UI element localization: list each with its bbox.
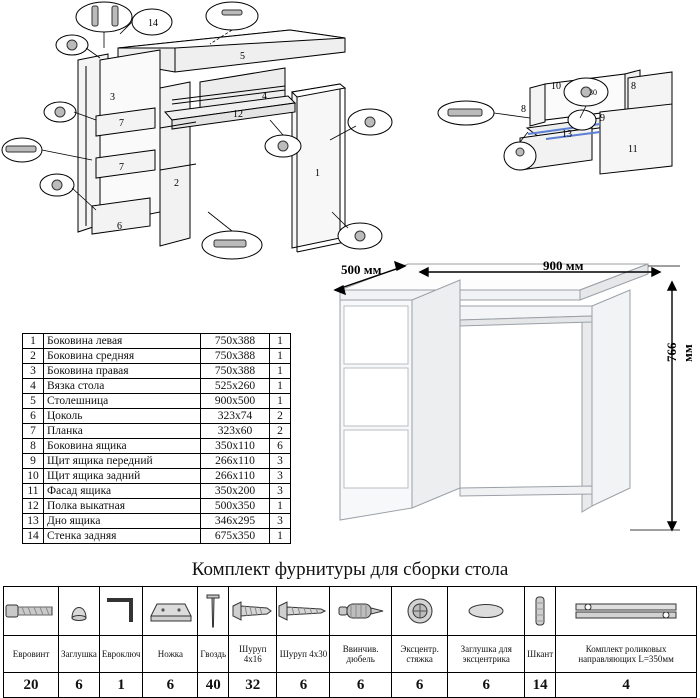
part-name-cell: Дно ящика	[44, 514, 201, 529]
table-row	[23, 364, 291, 379]
table-row	[23, 469, 291, 484]
part-qty-cell: 1	[270, 349, 291, 364]
cam-cover-icon	[448, 587, 525, 636]
svg-text:14: 14	[148, 18, 158, 29]
part-size-cell: 750x388	[201, 364, 270, 379]
screw-in-dowel-icon	[330, 587, 391, 636]
hardware-name-cell: Шкант	[525, 636, 556, 673]
table-row	[23, 334, 291, 349]
part-name-cell: Столешница	[44, 394, 201, 409]
part-qty-cell: 1	[270, 529, 291, 544]
hardware-count-cell: 6	[448, 673, 525, 698]
part-qty-cell: 2	[270, 424, 291, 439]
part-size-cell: 525x260	[201, 379, 270, 394]
table-row	[23, 409, 291, 424]
dimension-arrows	[300, 250, 700, 560]
part-size-cell: 900x500	[201, 394, 270, 409]
part-qty-cell: 1	[270, 379, 291, 394]
svg-text:10: 10	[551, 81, 561, 92]
part-name-cell: Фасад ящика	[44, 484, 201, 499]
part-no-cell: 8	[23, 439, 44, 454]
part-name-cell: Цоколь	[44, 409, 201, 424]
svg-text:5: 5	[240, 51, 245, 62]
part-no-cell: 11	[23, 484, 44, 499]
svg-text:7: 7	[119, 162, 124, 173]
table-row	[23, 514, 291, 529]
svg-text:1: 1	[315, 168, 320, 179]
hardware-name-cell: Шуруп 4x16	[229, 636, 277, 673]
part-name-cell: Вязка стола	[44, 379, 201, 394]
svg-text:8: 8	[631, 81, 636, 92]
hardware-count-cell: 20	[4, 673, 59, 698]
part-no-cell: 3	[23, 364, 44, 379]
part-qty-cell: 1	[270, 499, 291, 514]
part-size-cell: 346x295	[201, 514, 270, 529]
drawer-slides-icon	[556, 587, 697, 636]
table-row	[23, 529, 291, 544]
table-row	[23, 439, 291, 454]
screw-4x16-icon	[229, 587, 277, 636]
svg-text:6: 6	[117, 221, 122, 232]
part-qty-cell: 1	[270, 334, 291, 349]
svg-text:4: 4	[262, 91, 267, 102]
part-name-cell: Щит ящика передний	[44, 454, 201, 469]
part-no-cell: 10	[23, 469, 44, 484]
hardware-name-cell: Ввинчив. дюбель	[330, 636, 391, 673]
hardware-count-cell: 6	[391, 673, 448, 698]
part-qty-cell: 3	[270, 484, 291, 499]
hardware-count-cell: 6	[143, 673, 198, 698]
svg-text:9: 9	[600, 113, 605, 124]
part-qty-cell: 3	[270, 514, 291, 529]
width-dimension-label: 900 мм	[543, 258, 584, 273]
part-name-cell: Щит ящика задний	[44, 469, 201, 484]
svg-text:30: 30	[589, 88, 597, 97]
euro-screw-icon	[4, 587, 59, 636]
hardware-name-cell: Заглушка для эксцентрика	[448, 636, 525, 673]
part-no-cell: 2	[23, 349, 44, 364]
part-size-cell: 323x60	[201, 424, 270, 439]
part-no-cell: 12	[23, 499, 44, 514]
hardware-count-cell: 6	[277, 673, 330, 698]
svg-text:2: 2	[174, 178, 179, 189]
depth-dimension-label: 500 мм	[341, 262, 382, 277]
part-size-cell: 350x200	[201, 484, 270, 499]
part-no-cell: 4	[23, 379, 44, 394]
part-size-cell: 323x74	[201, 409, 270, 424]
nail-icon	[198, 587, 229, 636]
part-name-cell: Стенка задняя	[44, 529, 201, 544]
dowel-icon	[525, 587, 556, 636]
part-size-cell: 750x388	[201, 334, 270, 349]
cap-plug-icon	[59, 587, 100, 636]
part-name-cell: Боковина левая	[44, 334, 201, 349]
part-name-cell: Полка выкатная	[44, 499, 201, 514]
part-size-cell: 750x388	[201, 349, 270, 364]
hardware-count-cell: 1	[99, 673, 143, 698]
svg-text:11: 11	[628, 144, 638, 155]
svg-text:7: 7	[119, 118, 124, 129]
hardware-count-cell: 32	[229, 673, 277, 698]
part-qty-cell: 1	[270, 364, 291, 379]
hardware-name-cell: Эксцентр. стяжка	[391, 636, 448, 673]
hardware-name-cell: Ножка	[143, 636, 198, 673]
part-size-cell: 675x350	[201, 529, 270, 544]
part-name-cell: Боковина ящика	[44, 439, 201, 454]
hardware-name-cell: Гвоздь	[198, 636, 229, 673]
part-qty-cell: 1	[270, 394, 291, 409]
hardware-count-cell: 40	[198, 673, 229, 698]
part-no-cell: 6	[23, 409, 44, 424]
table-row	[23, 379, 291, 394]
cam-lock-icon	[391, 587, 448, 636]
furniture-foot-icon	[143, 587, 198, 636]
allen-key-icon	[99, 587, 143, 636]
parts-list-table	[22, 333, 291, 544]
part-name-cell: Планка	[44, 424, 201, 439]
part-size-cell: 266x110	[201, 469, 270, 484]
part-no-cell: 14	[23, 529, 44, 544]
part-size-cell: 266x110	[201, 454, 270, 469]
part-no-cell: 13	[23, 514, 44, 529]
part-size-cell: 350x110	[201, 439, 270, 454]
hardware-name-cell: Евровинт	[4, 636, 59, 673]
table-row	[23, 499, 291, 514]
hardware-count-cell: 6	[330, 673, 391, 698]
hardware-name-cell: Евроключ	[99, 636, 143, 673]
table-row	[23, 484, 291, 499]
hardware-count-cell: 6	[59, 673, 100, 698]
table-row	[23, 424, 291, 439]
part-no-cell: 9	[23, 454, 44, 469]
exploded-assembly-diagram	[0, 0, 700, 270]
part-name-cell: Боковина средняя	[44, 349, 201, 364]
table-row	[23, 454, 291, 469]
part-qty-cell: 6	[270, 439, 291, 454]
part-qty-cell: 2	[270, 409, 291, 424]
part-name-cell: Боковина правая	[44, 364, 201, 379]
svg-text:8: 8	[521, 104, 526, 115]
height-dimension-label: 766 мм	[664, 342, 695, 362]
part-size-cell: 500x350	[201, 499, 270, 514]
hardware-count-cell: 4	[556, 673, 697, 698]
table-row	[23, 349, 291, 364]
screw-4x30-icon	[277, 587, 330, 636]
hardware-name-cell: Комплект роликовых направляющих L=350мм	[556, 636, 697, 673]
svg-text:13: 13	[562, 129, 572, 140]
table-row	[23, 394, 291, 409]
hardware-kit-title: Комплект фурнитуры для сборки стола	[191, 559, 509, 580]
svg-text:12: 12	[233, 109, 243, 120]
part-no-cell: 1	[23, 334, 44, 349]
hardware-name-cell: Заглушка	[59, 636, 100, 673]
hardware-count-cell: 14	[525, 673, 556, 698]
hardware-kit-table	[3, 586, 697, 698]
part-qty-cell: 3	[270, 469, 291, 484]
hardware-name-cell: Шуруп 4x30	[277, 636, 330, 673]
part-qty-cell: 3	[270, 454, 291, 469]
part-no-cell: 7	[23, 424, 44, 439]
svg-text:3: 3	[110, 92, 115, 103]
part-no-cell: 5	[23, 394, 44, 409]
